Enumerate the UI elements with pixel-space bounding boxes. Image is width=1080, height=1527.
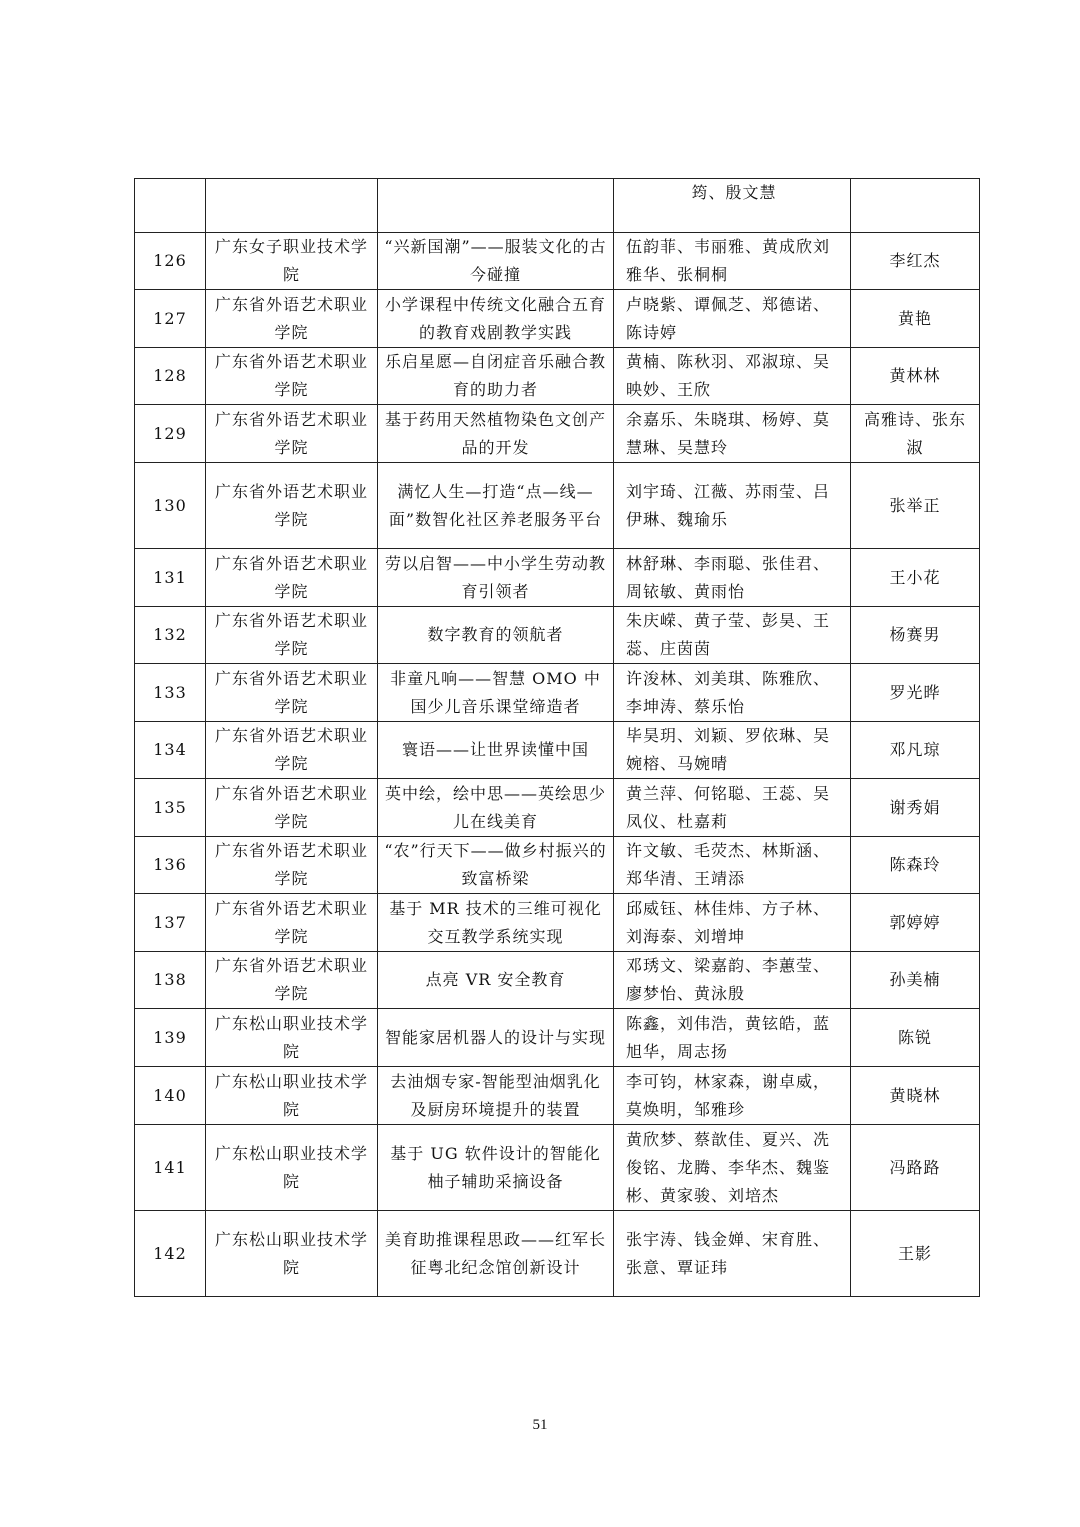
cell-members: 黄兰萍、何铭聪、王蕊、吴凤仪、杜嘉莉	[614, 779, 851, 837]
table-row	[135, 952, 980, 1009]
cell-no: 127	[135, 290, 206, 348]
cell-project: 非童凡响——智慧 OMO 中国少儿音乐课堂缔造者	[378, 664, 614, 722]
cell-members: 李可钧，林家森，谢卓威，莫焕明，邹雅珍	[614, 1067, 851, 1125]
cell-members: 伍韵菲、韦丽雅、黄成欣刘雅华、张桐桐	[614, 233, 851, 290]
cell-members: 卢晓紫、谭佩芝、郑德诺、陈诗婷	[614, 290, 851, 348]
cell-advisor: 王影	[851, 1211, 980, 1297]
cell-school: 广东省外语艺术职业学院	[206, 348, 378, 405]
cell-project: “农”行天下——做乡村振兴的致富桥梁	[378, 837, 614, 894]
cell-members: 陈鑫，刘伟浩，黄铉皓，蓝旭华，周志扬	[614, 1009, 851, 1067]
cell-advisor: 冯路路	[851, 1125, 980, 1211]
cell-members: 朱庆嵘、黄子莹、彭昊、王蕊、庄茵茵	[614, 607, 851, 664]
table-row	[135, 405, 980, 463]
cell-school: 广东松山职业技术学院	[206, 1067, 378, 1125]
cell-project: 基于 UG 软件设计的智能化柚子辅助采摘设备	[378, 1125, 614, 1211]
cell-school: 广东松山职业技术学院	[206, 1211, 378, 1297]
cell-school	[206, 179, 378, 233]
cell-no: 132	[135, 607, 206, 664]
cell-school: 广东省外语艺术职业学院	[206, 549, 378, 607]
table-row	[135, 463, 980, 549]
cell-advisor: 张举正	[851, 463, 980, 549]
cell-advisor: 杨赛男	[851, 607, 980, 664]
cell-members: 邓琇文、梁嘉韵、李蕙莹、廖梦怡、黄泳殷	[614, 952, 851, 1009]
table-row	[135, 837, 980, 894]
cell-no: 134	[135, 722, 206, 779]
cell-school: 广东女子职业技术学院	[206, 233, 378, 290]
cell-project: 满忆人生—打造“点—线—面”数智化社区养老服务平台	[378, 463, 614, 549]
cell-no: 141	[135, 1125, 206, 1211]
cell-advisor	[851, 179, 980, 233]
cell-members: 筠、殷文慧	[614, 179, 851, 233]
cell-no	[135, 179, 206, 233]
cell-project	[378, 179, 614, 233]
table-row	[135, 1009, 980, 1067]
continuation-row	[135, 179, 980, 233]
cell-project: “兴新国潮”——服装文化的古今碰撞	[378, 233, 614, 290]
cell-no: 129	[135, 405, 206, 463]
page-number: 51	[532, 1417, 548, 1433]
cell-no: 140	[135, 1067, 206, 1125]
cell-no: 133	[135, 664, 206, 722]
cell-no: 126	[135, 233, 206, 290]
table-row	[135, 1125, 980, 1211]
award-table-body	[135, 179, 980, 1297]
cell-advisor: 黄林林	[851, 348, 980, 405]
cell-members: 余嘉乐、朱晓琪、杨婷、莫慧琳、吴慧玲	[614, 405, 851, 463]
cell-no: 130	[135, 463, 206, 549]
cell-project: 基于 MR 技术的三维可视化交互教学系统实现	[378, 894, 614, 952]
cell-project: 小学课程中传统文化融合五育的教育戏剧教学实践	[378, 290, 614, 348]
table-row	[135, 1211, 980, 1297]
cell-school: 广东省外语艺术职业学院	[206, 952, 378, 1009]
cell-members: 毕昊玥、刘颖、罗依琳、吴婉榕、马婉晴	[614, 722, 851, 779]
table-row	[135, 722, 980, 779]
cell-no: 128	[135, 348, 206, 405]
cell-advisor: 邓凡琼	[851, 722, 980, 779]
cell-project: 智能家居机器人的设计与实现	[378, 1009, 614, 1067]
cell-school: 广东省外语艺术职业学院	[206, 463, 378, 549]
cell-school: 广东省外语艺术职业学院	[206, 894, 378, 952]
table-row	[135, 607, 980, 664]
cell-members: 许文敏、毛荧杰、林斯涵、郑华清、王靖添	[614, 837, 851, 894]
cell-advisor: 陈森玲	[851, 837, 980, 894]
cell-advisor: 黄艳	[851, 290, 980, 348]
cell-school: 广东省外语艺术职业学院	[206, 779, 378, 837]
table-row	[135, 1067, 980, 1125]
cell-school: 广东省外语艺术职业学院	[206, 290, 378, 348]
cell-no: 137	[135, 894, 206, 952]
table-row	[135, 233, 980, 290]
cell-project: 英中绘，绘中思——英绘思少儿在线美育	[378, 779, 614, 837]
cell-no: 142	[135, 1211, 206, 1297]
table-row	[135, 348, 980, 405]
table-row	[135, 779, 980, 837]
cell-members: 黄楠、陈秋羽、邓淑琼、吴映妙、王欣	[614, 348, 851, 405]
cell-members: 张宇涛、钱金婵、宋育胜、张意、覃证玮	[614, 1211, 851, 1297]
cell-project: 美育助推课程思政——红军长征粤北纪念馆创新设计	[378, 1211, 614, 1297]
cell-no: 138	[135, 952, 206, 1009]
cell-school: 广东省外语艺术职业学院	[206, 722, 378, 779]
table-row	[135, 290, 980, 348]
cell-members: 邱威钰、林佳炜、方子林、刘海泰、刘增坤	[614, 894, 851, 952]
cell-advisor: 罗光晔	[851, 664, 980, 722]
cell-advisor: 郭婷婷	[851, 894, 980, 952]
cell-school: 广东省外语艺术职业学院	[206, 664, 378, 722]
cell-school: 广东省外语艺术职业学院	[206, 837, 378, 894]
cell-project: 乐启星愿—自闭症音乐融合教育的助力者	[378, 348, 614, 405]
table-row	[135, 894, 980, 952]
cell-project: 基于药用天然植物染色文创产品的开发	[378, 405, 614, 463]
cell-project: 点亮 VR 安全教育	[378, 952, 614, 1009]
cell-members: 刘宇琦、江薇、苏雨莹、吕伊琳、魏瑜乐	[614, 463, 851, 549]
cell-advisor: 高雅诗、张东淑	[851, 405, 980, 463]
cell-no: 136	[135, 837, 206, 894]
cell-no: 135	[135, 779, 206, 837]
table-row	[135, 549, 980, 607]
cell-no: 139	[135, 1009, 206, 1067]
cell-advisor: 李红杰	[851, 233, 980, 290]
table-row	[135, 664, 980, 722]
cell-no: 131	[135, 549, 206, 607]
cell-school: 广东松山职业技术学院	[206, 1125, 378, 1211]
cell-project: 寰语——让世界读懂中国	[378, 722, 614, 779]
cell-members: 许浚林、刘美琪、陈雅欣、李坤涛、蔡乐怡	[614, 664, 851, 722]
cell-project: 去油烟专家-智能型油烟乳化及厨房环境提升的装置	[378, 1067, 614, 1125]
cell-school: 广东省外语艺术职业学院	[206, 405, 378, 463]
cell-advisor: 陈锐	[851, 1009, 980, 1067]
cell-advisor: 孙美楠	[851, 952, 980, 1009]
cell-advisor: 黄晓林	[851, 1067, 980, 1125]
cell-members: 林舒琳、李雨聪、张佳君、周铱敏、黄雨怡	[614, 549, 851, 607]
cell-advisor: 王小花	[851, 549, 980, 607]
cell-school: 广东省外语艺术职业学院	[206, 607, 378, 664]
cell-project: 数字教育的领航者	[378, 607, 614, 664]
cell-project: 劳以启智——中小学生劳动教育引领者	[378, 549, 614, 607]
cell-school: 广东松山职业技术学院	[206, 1009, 378, 1067]
award-table	[134, 178, 980, 1297]
cell-advisor: 谢秀娟	[851, 779, 980, 837]
cell-members: 黄欣梦、蔡歆佳、夏兴、冼俊铭、龙腾、李华杰、魏鉴彬、黄家骏、刘培杰	[614, 1125, 851, 1211]
